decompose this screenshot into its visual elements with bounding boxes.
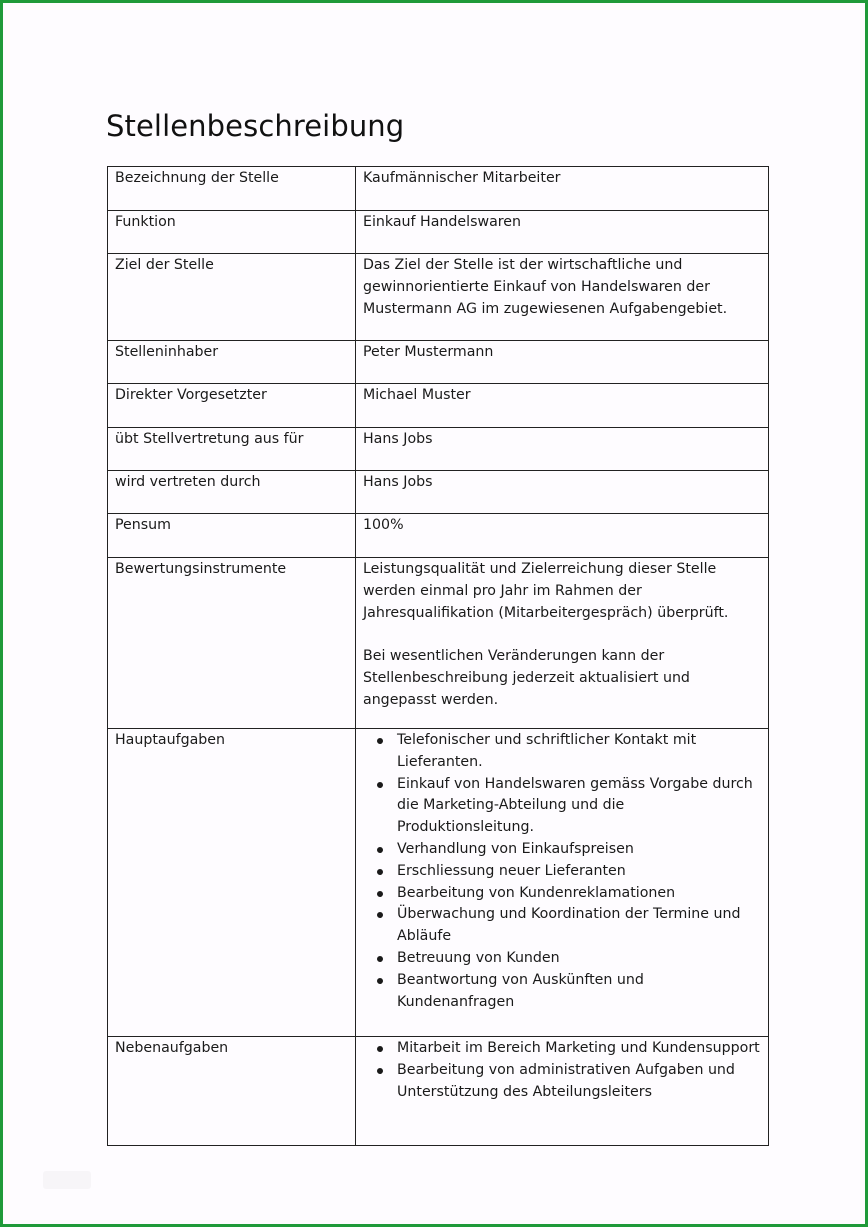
table-row xyxy=(108,1037,769,1146)
list-item-text: Verhandlung von Einkaufspreisen xyxy=(397,840,634,857)
bullet-icon xyxy=(377,912,383,918)
list-item xyxy=(397,839,761,861)
row-value: Einkauf Handelswaren xyxy=(356,211,769,254)
row-label: übt Stellvertretung aus für xyxy=(108,428,356,471)
list-item xyxy=(397,730,761,774)
row-label: Ziel der Stelle xyxy=(108,254,356,341)
list-item xyxy=(397,904,761,948)
bullet-icon xyxy=(377,847,383,853)
task-list xyxy=(363,1038,761,1103)
row-value: Peter Mustermann xyxy=(356,341,769,384)
list-item-text: Überwachung und Koordination der Termine und Abläufe xyxy=(397,906,741,945)
list-item xyxy=(397,1060,761,1104)
row-value: Hans Jobs xyxy=(356,428,769,471)
table-row xyxy=(108,428,769,471)
row-label: Bezeichnung der Stelle xyxy=(108,167,356,211)
row-value: Hans Jobs xyxy=(356,471,769,514)
row-value xyxy=(356,558,769,729)
bullet-icon xyxy=(377,782,383,788)
table-row xyxy=(108,384,769,428)
paragraph: Bei wesentlichen Veränderungen kann der Stellenbeschreibung jederzeit aktualisiert und angepasst werden. xyxy=(363,648,690,708)
list-item xyxy=(397,883,761,905)
row-label: Nebenaufgaben xyxy=(108,1037,356,1146)
bullet-icon xyxy=(377,978,383,984)
bullet-icon xyxy=(377,1068,383,1074)
row-label: Bewertungsinstrumente xyxy=(108,558,356,729)
row-value: Das Ziel der Stelle ist der wirtschaftliche und gewinnorientierte Einkauf von Handelswaren der Mustermann AG im zugewiesenen Aufgabengebiet. xyxy=(356,254,769,341)
task-list xyxy=(363,730,761,1013)
row-label: Funktion xyxy=(108,211,356,254)
list-item-text: Telefonischer und schriftlicher Kontakt mit Lieferanten. xyxy=(397,732,697,770)
list-item xyxy=(397,1038,761,1060)
table-row xyxy=(108,341,769,384)
list-item-text: Betreuung von Kunden xyxy=(397,949,560,966)
bullet-icon xyxy=(377,1046,383,1052)
row-label: Hauptaufgaben xyxy=(108,729,356,1037)
row-value: 100% xyxy=(356,514,769,558)
list-item xyxy=(397,861,761,883)
list-item xyxy=(397,948,761,970)
list-item-text: Einkauf von Handelswaren gemäss Vorgabe durch die Marketing-Abteilung und die Produktionsleitung. xyxy=(397,775,753,836)
paragraph: Leistungsqualität und Zielerreichung dieser Stelle werden einmal pro Jahr im Rahmen der Jahresqualifikation (Mitarbeitergespräch) überprüft. xyxy=(363,561,729,621)
row-value xyxy=(356,1037,769,1146)
row-label: Stelleninhaber xyxy=(108,341,356,384)
table-row xyxy=(108,254,769,341)
list-item-text: Bearbeitung von Kundenreklamationen xyxy=(397,884,676,901)
row-value xyxy=(356,729,769,1037)
list-item-text: Erschliessung neuer Lieferanten xyxy=(397,862,626,879)
row-label: wird vertreten durch xyxy=(108,471,356,514)
document-title: Stellenbeschreibung xyxy=(106,109,405,143)
row-label: Direkter Vorgesetzter xyxy=(108,384,356,428)
table-row xyxy=(108,729,769,1037)
table-row xyxy=(108,211,769,254)
bullet-icon xyxy=(377,869,383,875)
row-label: Pensum xyxy=(108,514,356,558)
bullet-icon xyxy=(377,891,383,897)
list-item xyxy=(397,970,761,1014)
list-item-text: Mitarbeit im Bereich Marketing und Kundensupport xyxy=(397,1040,760,1056)
list-item xyxy=(397,774,761,839)
bullet-icon xyxy=(377,738,383,744)
table-row xyxy=(108,514,769,558)
table-row xyxy=(108,558,769,729)
list-item-text: Beantwortung von Auskünften und Kundenanfragen xyxy=(397,971,644,1010)
faint-watermark xyxy=(43,1171,91,1189)
row-value: Michael Muster xyxy=(356,384,769,428)
row-value: Kaufmännischer Mitarbeiter xyxy=(356,167,769,211)
bullet-icon xyxy=(377,956,383,962)
list-item-text: Bearbeitung von administrativen Aufgaben und Unterstützung des Abteilungsleiters xyxy=(397,1061,735,1100)
table-row xyxy=(108,471,769,514)
table-row xyxy=(108,167,769,211)
job-description-table xyxy=(107,166,769,1146)
